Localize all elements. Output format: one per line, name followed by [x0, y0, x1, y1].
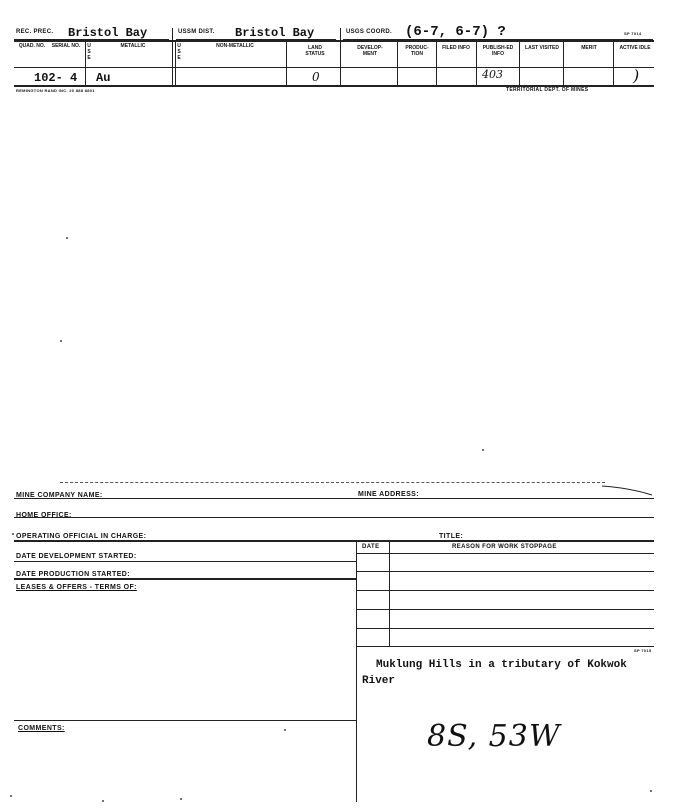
footer-left: REMINGTON RAND INC. 20 888 8801 [16, 88, 95, 93]
metallic-value: Au [96, 71, 111, 85]
speck [102, 800, 104, 802]
header-merit: MERIT [581, 45, 597, 51]
usgs-coord-label: USGS COORD. [346, 29, 392, 35]
header-use-2: U S E [177, 43, 181, 61]
speck [10, 795, 12, 797]
active-idle-value: ) [633, 66, 640, 85]
speck [12, 533, 14, 535]
speck [284, 729, 286, 731]
speck [66, 237, 68, 239]
header-serial-no: SERIAL NO. [51, 43, 81, 49]
header-metallic: METALLIC [120, 43, 146, 49]
leases-label: LEASES & OFFERS - TERMS OF: [16, 584, 137, 591]
reason-col-header: REASON FOR WORK STOPPAGE [452, 544, 557, 550]
header-land-status: LAND STATUS [305, 45, 325, 57]
header-quad-no: QUAD. NO. [18, 43, 46, 49]
home-office-label: HOME OFFICE: [16, 512, 72, 519]
header-filed-info: FILED INFO [442, 45, 470, 51]
header-last-visited: LAST VISITED [525, 45, 559, 51]
header-production: PRODUC-TION [405, 45, 429, 57]
location-note: Muklung Hills in a tributary of Kokwok River [362, 659, 627, 687]
form-number-top: SP 7014 [624, 31, 642, 36]
speck [180, 798, 182, 800]
form-number-bottom: SP 7015 [634, 648, 652, 653]
date-production-label: DATE PRODUCTION STARTED: [16, 571, 130, 578]
header-use-1: U S E [87, 43, 91, 61]
header-active-idle: ACTIVE IDLE [619, 45, 651, 51]
usgs-coord-value: (6-7, 6-7) ? [405, 24, 506, 40]
land-status-value: 0 [312, 70, 320, 84]
date-col-header: DATE [362, 544, 380, 550]
speck [60, 340, 62, 342]
header-development: DEVELOP-MENT [357, 45, 383, 57]
mine-address-label: MINE ADDRESS: [358, 491, 419, 498]
card-edge-curve [600, 484, 654, 498]
date-development-label: DATE DEVELOPMENT STARTED: [16, 553, 137, 560]
speck [482, 449, 484, 451]
ussm-dist-label: USSM DIST. [178, 29, 215, 35]
quad-serial-value: 102- 4 [34, 71, 78, 85]
title-label: TITLE: [439, 533, 464, 540]
header-non-metallic: NON-METALLIC [216, 43, 254, 49]
published-info-value: 403 [482, 68, 503, 81]
rec-prec-value: Bristol Bay [68, 26, 148, 40]
speck [650, 790, 652, 792]
comments-label: COMMENTS: [18, 725, 65, 732]
header-published-info: PUBLISH-ED INFO [482, 45, 514, 57]
operating-official-label: OPERATING OFFICIAL IN CHARGE: [16, 533, 147, 540]
rec-prec-label: REC. PREC. [16, 29, 54, 35]
footer-right: TERRITORIAL DEPT. OF MINES [506, 87, 589, 93]
handwritten-coordinates: 8S, 53W [427, 719, 561, 754]
mine-company-name-label: MINE COMPANY NAME: [16, 492, 103, 499]
ussm-dist-value: Bristol Bay [235, 26, 315, 40]
